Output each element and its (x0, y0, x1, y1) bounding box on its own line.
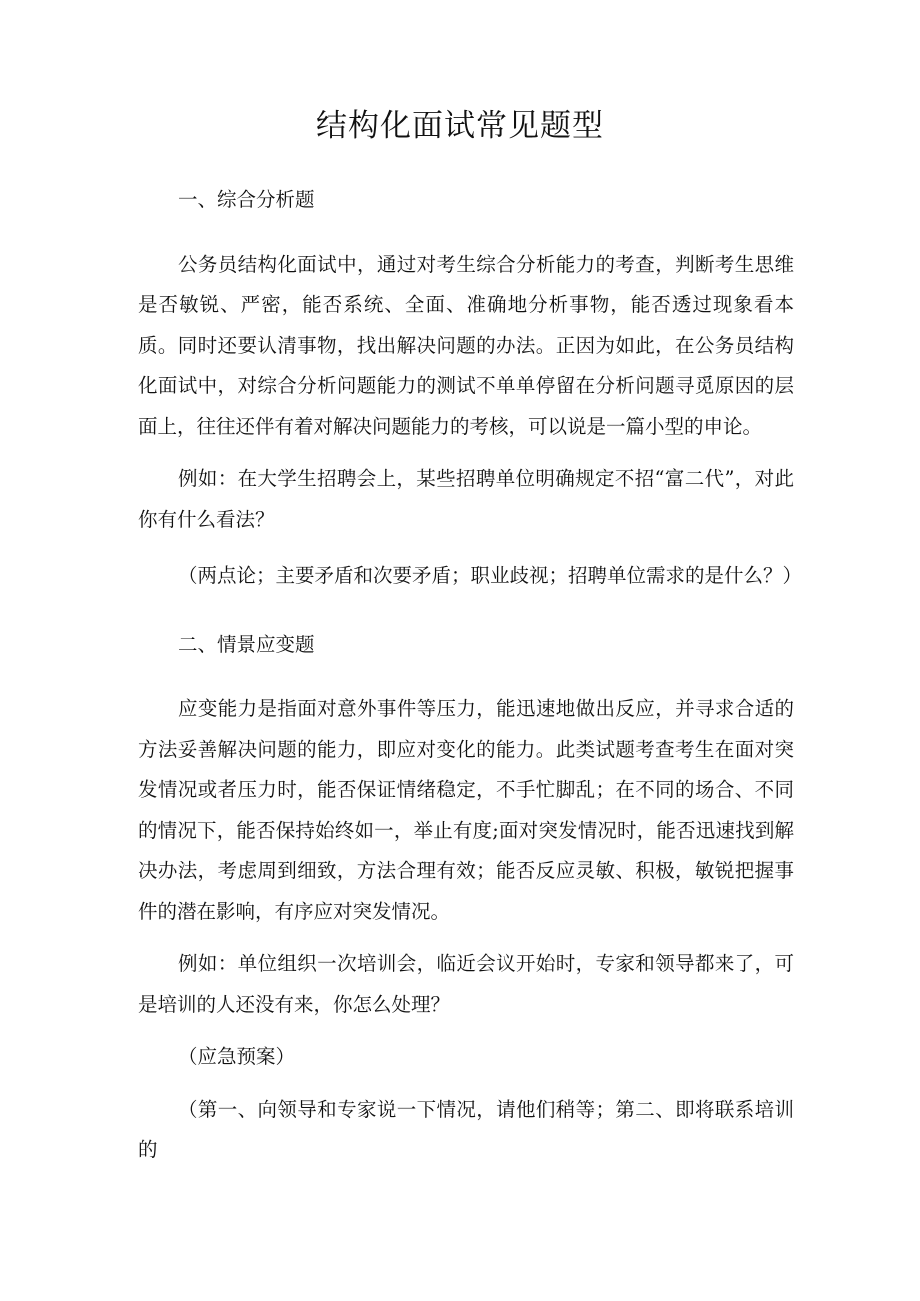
section-body-situational-response: 应变能力是指面对意外事件等压力，能迅速地做出反应，并寻求合适的方法妥善解决问题的能力，即应对变化的能力。此类试题考查考生在面对突发情况或者压力时，能否保证情绪稳定，不手忙脚乱；在不同的场合、不同的情况下，能否保持始终如一，举止有度;面对突发情况时，能否迅速找到解决办法，考虑周到细致，方法合理有效；能否反应灵敏、积极，敏锐把握事件的潜在影响，有序应对突发情况。 (138, 697, 794, 923)
section-body-comprehensive-analysis: 公务员结构化面试中，通过对考生综合分析能力的考查，判断考生思维是否敏锐、严密，能否系统、全面、准确地分析事物，能否透过现象看本质。同时还要认清事物，找出解决问题的办法。正因为如此，在公务员结构化面试中，对综合分析问题能力的测试不单单停留在分析问题寻觅原因的层面上，往往还伴有着对解决问题能力的考核，可以说是一篇小型的申论。 (138, 252, 794, 438)
section-heading-situational-response: 二、情景应变题 (178, 632, 315, 656)
document-body (138, 180, 803, 1171)
continuation-situational-response: （第一、向领导和专家说一下情况，请他们稍等；第二、即将联系培训的 (138, 1097, 794, 1161)
example-comprehensive-analysis: 例如：在大学生招聘会上，某些招聘单位明确规定不招“富二代”，对此你有什么看法？ (138, 467, 794, 531)
document-title: 结构化面试常见题型 (316, 108, 604, 144)
section-heading-comprehensive-analysis: 一、综合分析题 (178, 188, 315, 211)
note-situational-response: （应急预案） (178, 1045, 296, 1068)
note-comprehensive-analysis: （两点论；主要矛盾和次要矛盾；职业歧视；招聘单位需求的是什么？） (178, 564, 803, 587)
example-situational-response: 例如：单位组织一次培训会，临近会议开始时，专家和领导都来了，可是培训的人还没有来，你怎么处理？ (138, 952, 794, 1016)
